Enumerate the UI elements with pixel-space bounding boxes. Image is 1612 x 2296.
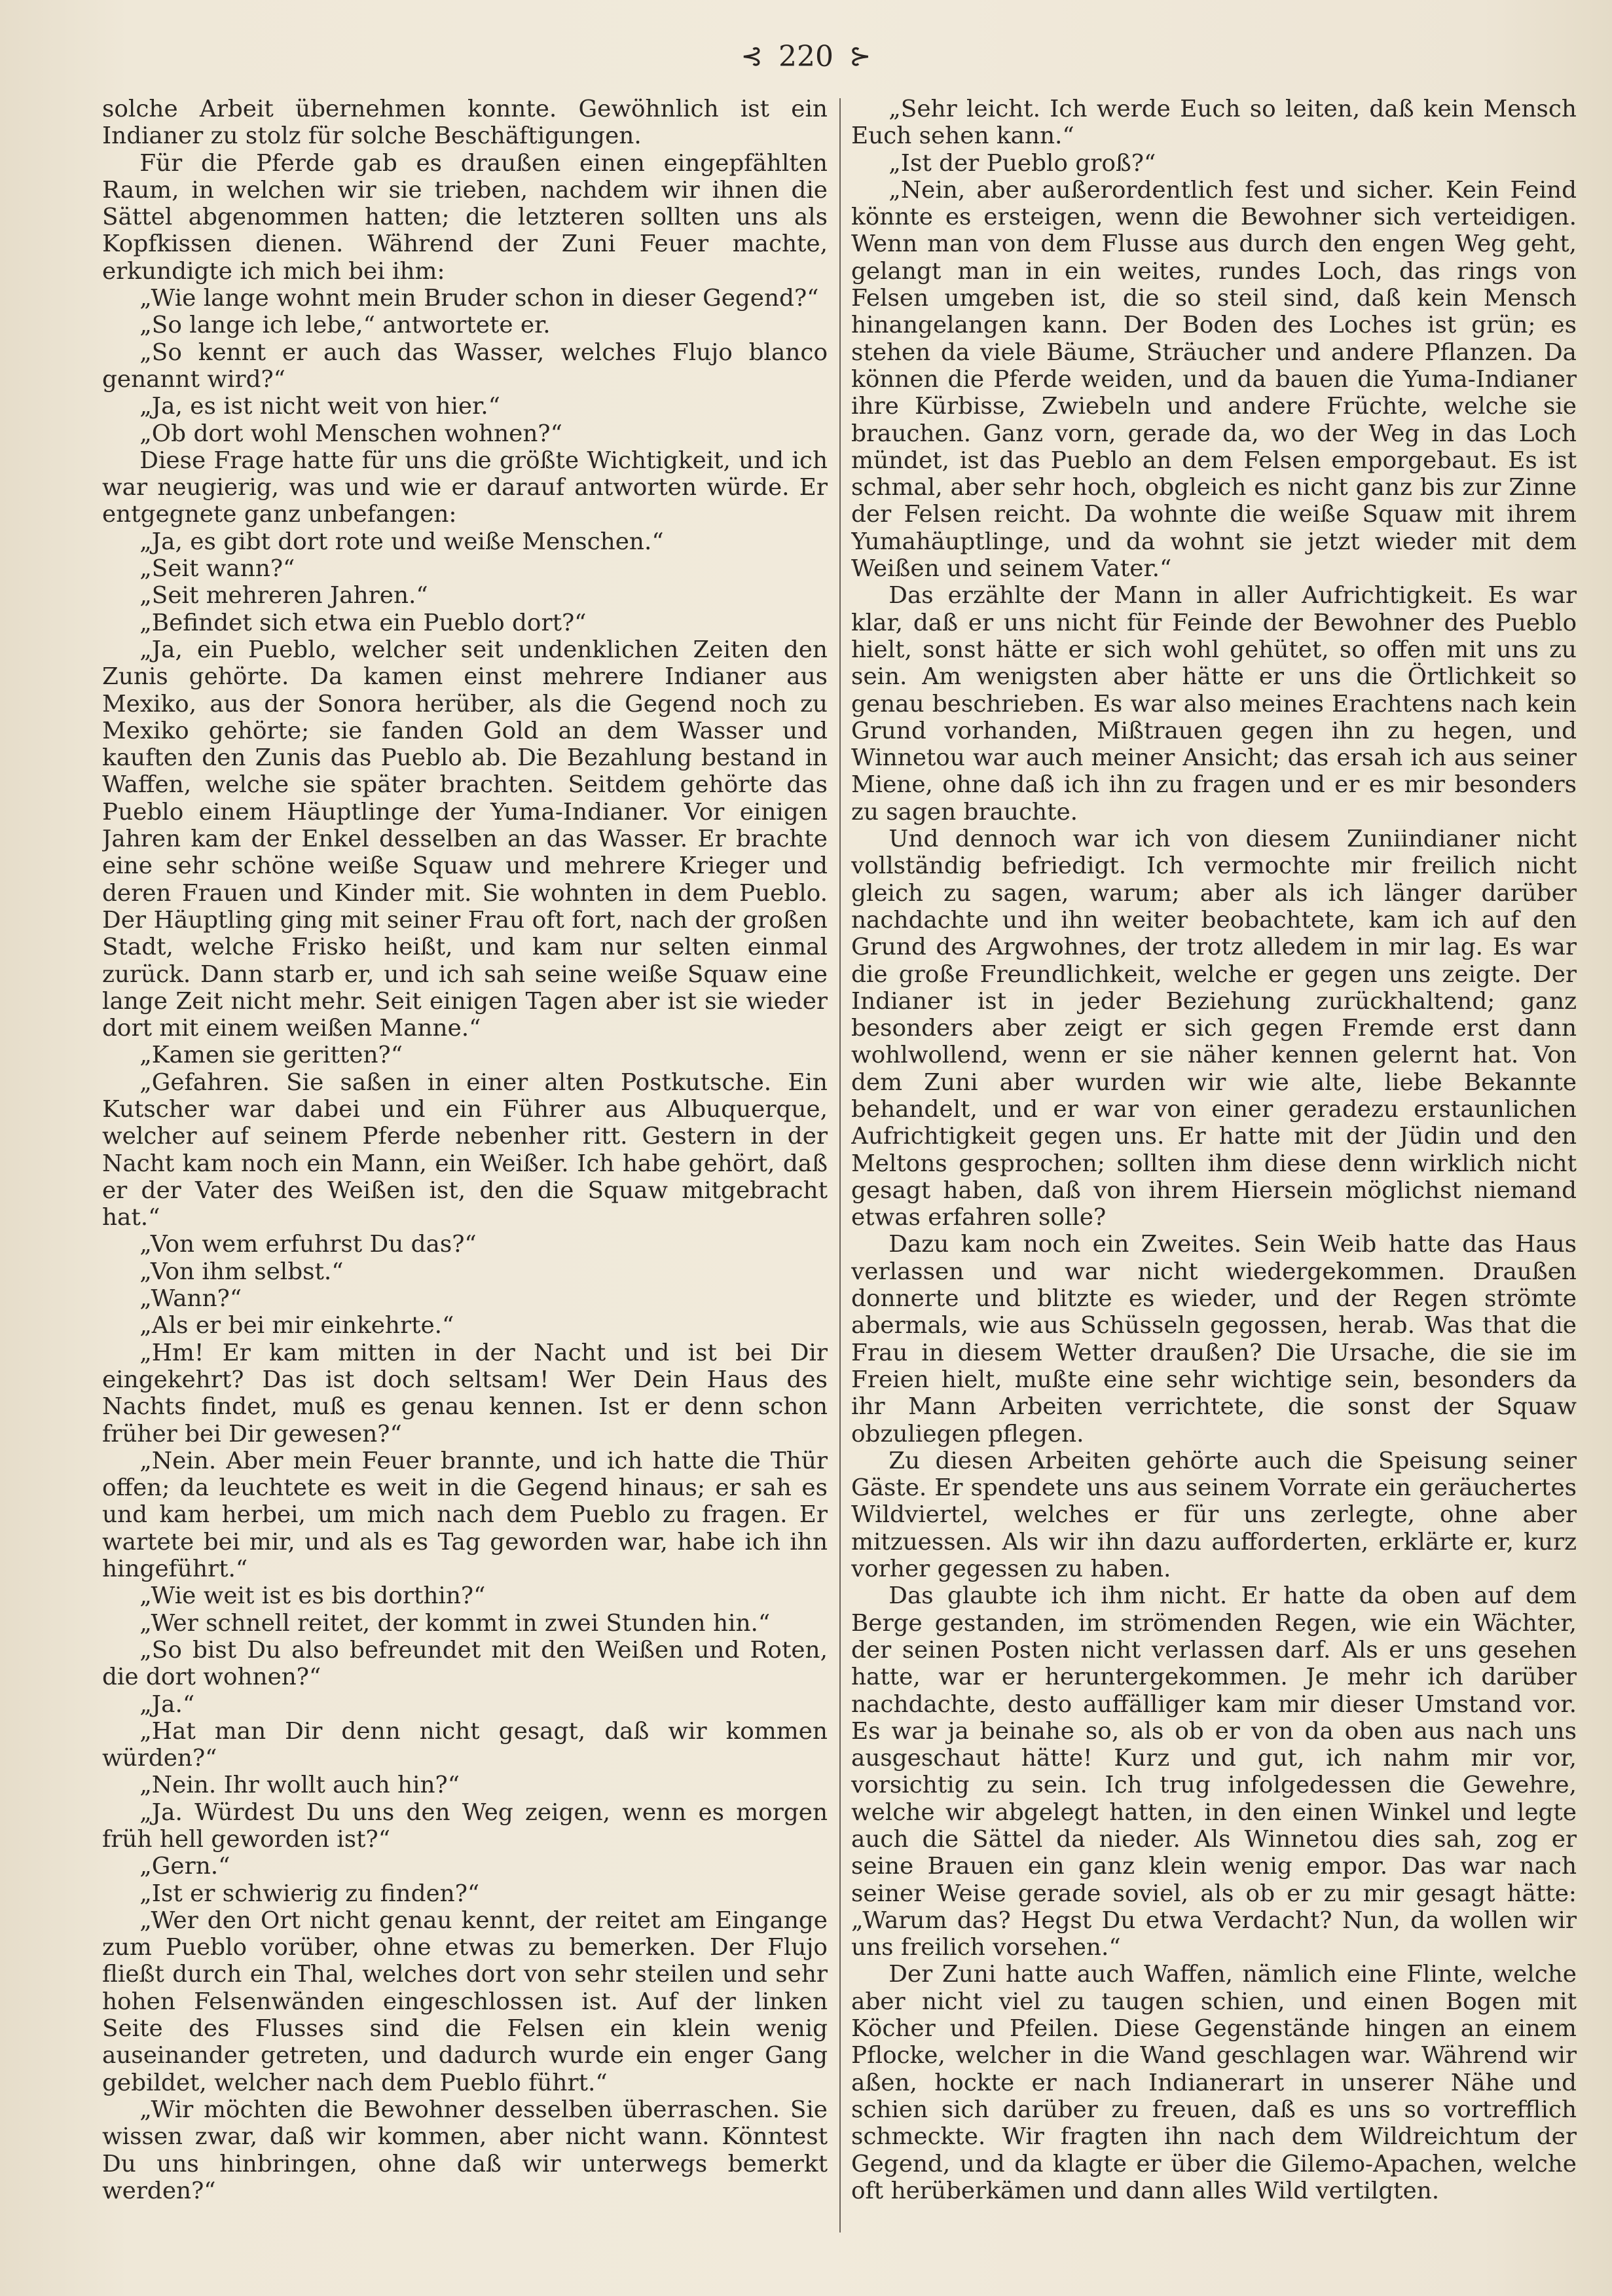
- paragraph: „Ist er schwierig zu finden?“: [139, 1880, 480, 1907]
- paragraph: „Ja, ein Pueblo, welcher seit undenklichen Zeiten den Zunis gehörte. Da kamen einst mehrere Indianer aus Mexiko, aus der Sonora herüber, als die Gegend noch zu Mexiko gehörte; sie fanden Gold an dem Wasser und kauften den Zunis das Pueblo ab. Die Bezahlung bestand in Waffen, welche sie später brachten. Seitdem gehörte das Pueblo einem Häuptlinge der Yuma-Indianer. Vor einigen Jahren kam der Enkel desselben an das Wasser. Er brachte eine sehr schöne weiße Squaw und mehrere Krieger und deren Frauen und Kinder mit. Sie wohnten in dem Pueblo. Der Häuptling ging mit seiner Frau oft fort, nach der großen Stadt, welche Frisko heißt, und kam nur selten einmal zurück. Dann starb er, und ich sah seine weiße Squaw eine lange Zeit nicht mehr. Seit einigen Tagen aber ist sie wieder dort mit einem weißen Manne.“: [102, 636, 828, 1042]
- paragraph: „Nein. Aber mein Feuer brannte, und ich hatte die Thür offen; da leuchtete es weit in die Gegend hinaus; er sah es und kam herbei, um mich nach dem Pueblo zu fragen. Er wartete bei mir, und als es Tag geworden war, habe ich ihn hingeführt.“: [102, 1447, 828, 1583]
- paragraph: „Nein. Ihr wollt auch hin?“: [139, 1772, 460, 1799]
- paragraph: „Befindet sich etwa ein Pueblo dort?“: [139, 609, 587, 636]
- paragraph: „Ist der Pueblo groß?“: [888, 149, 1156, 177]
- paragraph: „Wann?“: [139, 1285, 242, 1313]
- paragraph: Zu diesen Arbeiten gehörte auch die Speisung seiner Gäste. Er spendete uns aus seinem Vorrate ein geräuchertes Wildviertel, welches er für uns zerlegte, ohne aber mitzuessen. Als wir ihn dazu aufforderten, erklärte er, kurz vorher gegessen zu haben.: [851, 1447, 1577, 1583]
- paragraph: „Wer schnell reitet, der kommt in zwei Stunden hin.“: [139, 1609, 771, 1637]
- paragraph: Diese Frage hatte für uns die größte Wichtigkeit, und ich war neugierig, was und wie er darauf antworten würde. Er entgegnete ganz unbefangen:: [102, 446, 828, 528]
- paragraph: Der Zuni hatte auch Waffen, nämlich eine Flinte, welche aber nicht viel zu taugen schien, und einen Bogen mit Köcher und Pfeilen. Diese Gegenstände hingen an einem Pflocke, welcher in die Wand geschlagen war. Während wir aßen, hockte er nach Indianerart in unserer Nähe und schien sich darüber zu freuen, daß es uns so vortrefflich schmeckte. Wir fragten ihn nach dem Wildreichtum der Gegend, und da klagte er über die Gilemo-Apachen, welche oft herüberkämen und dann alles Wild vertilgten.: [851, 1961, 1577, 2204]
- paragraph: „Nein, aber außerordentlich fest und sicher. Kein Feind könnte es ersteigen, wenn die Bewohner sich verteidigen. Wenn man von dem Flusse aus durch den engen Weg geht, gelangt man in ein weites, rundes Loch, das rings von Felsen umgeben ist, die so steil sind, daß kein Mensch hinangelangen kann. Der Boden des Loches ist grün; es stehen da viele Bäume, Sträucher und andere Pflanzen. Da können die Pferde weiden, und da bauen die Yuma-Indianer ihre Kürbisse, Zwiebeln und andere Früchte, welche sie brauchen. Ganz vorn, gerade da, wo der Weg in das Loch mündet, ist das Pueblo an dem Felsen emporgebaut. Es ist schmal, aber sehr hoch, obgleich es nicht ganz bis zur Zinne der Felsen reicht. Da wohnte die weiße Squaw mit ihrem Yumahäuptlinge, und da wohnt sie jetzt wieder mit dem Weißen und seinem Vater.“: [851, 176, 1577, 583]
- paragraph: „Seit wann?“: [139, 555, 295, 583]
- paragraph: „Sehr leicht. Ich werde Euch so leiten, daß kein Mensch Euch sehen kann.“: [851, 96, 1577, 150]
- right-text-column: [851, 96, 1577, 2246]
- paragraph: „Hm! Er kam mitten in der Nacht und ist bei Dir eingekehrt? Das ist doch seltsam! Wer Dein Haus des Nachts findet, muß es genau kennen. Ist er denn schon früher bei Dir gewesen?“: [102, 1339, 828, 1448]
- paragraph: solche Arbeit übernehmen konnte. Gewöhnlich ist ein Indianer zu stolz für solche Beschäftigungen.: [102, 96, 828, 150]
- paragraph: „Gefahren. Sie saßen in einer alten Postkutsche. Ein Kutscher war dabei und ein Führer aus Albuquerque, welcher auf seinem Pferde nebenher ritt. Gestern in der Nacht kam noch ein Mann, ein Weißer. Ich habe gehört, daß er der Vater des Weißen ist, den die Squaw mitgebracht hat.“: [102, 1068, 828, 1231]
- paragraph: Und dennoch war ich von diesem Zuniindianer nicht vollständig befriedigt. Ich vermochte mir freilich nicht gleich zu sagen, warum; aber als ich länger darüber nachdachte und ihn weiter beobachtete, kam ich auf den Grund des Argwohnes, der trotz alledem in mir lag. Es war die große Freundlichkeit, welche er gegen uns zeigte. Der Indianer ist in jeder Beziehung zurückhaltend; ganz besonders aber zeigt er sich gegen Fremde erst dann wohlwollend, wenn er sie näher kennen gelernt hat. Von dem Zuni aber wurden wir wie alte, liebe Bekannte behandelt, und er war von einer geradezu erstaunlichen Aufrichtigkeit gegen uns. Er hatte mit der Jüdin und den Meltons gesprochen; sollten ihm diese denn wirklich nicht gesagt haben, daß von ihrem Hiersein möglichst niemand etwas erfahren solle?: [851, 826, 1577, 1231]
- paragraph: „So lange ich lebe,“ antwortete er.: [139, 312, 551, 339]
- paragraph: „Als er bei mir einkehrte.“: [139, 1312, 454, 1339]
- column-divider: [839, 98, 841, 2232]
- paragraph: „Hat man Dir denn nicht gesagt, daß wir kommen würden?“: [102, 1717, 828, 1772]
- paragraph: „Kamen sie geritten?“: [139, 1042, 403, 1069]
- paragraph: Für die Pferde gab es draußen einen eingepfählten Raum, in welchen wir sie trieben, nachdem wir ihnen die Sättel abgenommen hatten; die letzteren sollten uns als Kopfkissen dienen. Während der Zuni Feuer machte, erkundigte ich mich bei ihm:: [102, 149, 828, 285]
- paragraph: Dazu kam noch ein Zweites. Sein Weib hatte das Haus verlassen und war nicht wiedergekommen. Draußen donnerte und blitzte es wieder, und der Regen strömte abermals, wie aus Schüsseln gegossen, herab. Was that die Frau in diesem Wetter draußen? Die Ursache, die sie im Freien hielt, mußte eine sehr wichtige sein, besonders da ihr Mann Arbeiten verrichtete, die sonst der Squaw obzuliegen pflegen.: [851, 1231, 1577, 1448]
- left-ornament-icon: ⊰: [741, 41, 763, 71]
- paragraph: „Von ihm selbst.“: [139, 1258, 344, 1285]
- paragraph: „Gern.“: [139, 1853, 230, 1880]
- paragraph: „Wie weit ist es bis dorthin?“: [139, 1582, 486, 1610]
- paragraph: „Wer den Ort nicht genau kennt, der reitet am Eingange zum Pueblo vorüber, ohne etwas zu bemerken. Der Flujo fließt durch ein Thal, welches dort von sehr steilen und sehr hohen Felsenwänden eingeschlossen ist. Auf der linken Seite des Flusses sind die Felsen ein klein wenig auseinander getreten, und dadurch wurde ein enger Gang gebildet, welcher nach dem Pueblo führt.“: [102, 1906, 828, 2096]
- paragraph: „Seit mehreren Jahren.“: [139, 582, 428, 610]
- paragraph: „Ob dort wohl Menschen wohnen?“: [139, 420, 562, 447]
- paragraph: Das glaubte ich ihm nicht. Er hatte da oben auf dem Berge gestanden, im strömenden Regen, wie ein Wächter, der seinen Posten nicht verlassen darf. Als er uns gesehen hatte, war er heruntergekommen. Je mehr ich darüber nachdachte, desto auffälliger kam mir dieser Umstand vor. Es war ja beinahe so, als ob er von da oben aus nach uns ausgeschaut hätte! Kurz und gut, ich nahm mir vor, vorsichtig zu sein. Ich trug infolgedessen die Gewehre, welche wir abgelegt hatten, in den einen Winkel und legte auch die Sättel da nieder. Als Winnetou dies sah, zog er seine Brauen ein ganz klein wenig empor. Das war nach seiner Weise gerade soviel, als ob er zu mir gesagt hätte: „Warum das? Hegst Du etwa Verdacht? Nun, da wollen wir uns freilich vorsehen.“: [851, 1582, 1577, 1961]
- paragraph: „Wir möchten die Bewohner desselben überraschen. Sie wissen zwar, daß wir kommen, aber nicht wann. Könntest Du uns hinbringen, ohne daß wir unterwegs bemerkt werden?“: [102, 2096, 828, 2204]
- right-ornament-icon: ⊱: [849, 41, 871, 71]
- paragraph: „Ja. Würdest Du uns den Weg zeigen, wenn es morgen früh hell geworden ist?“: [102, 1798, 828, 1853]
- paragraph: „Von wem erfuhrst Du das?“: [139, 1231, 477, 1258]
- paragraph: „So kennt er auch das Wasser, welches Flujo blanco genannt wird?“: [102, 338, 828, 393]
- paragraph: „So bist Du also befreundet mit den Weißen und Roten, die dort wohnen?“: [102, 1636, 828, 1691]
- page-header: [0, 37, 1612, 76]
- left-text-column: [102, 96, 828, 2246]
- paragraph: „Ja, es ist nicht weit von hier.“: [139, 393, 500, 420]
- paragraph: „Wie lange wohnt mein Bruder schon in dieser Gegend?“: [139, 285, 819, 312]
- paragraph: „Ja, es gibt dort rote und weiße Menschen.“: [139, 528, 664, 555]
- page-number: 220: [779, 39, 833, 73]
- paragraph: Das erzählte der Mann in aller Aufrichtigkeit. Es war klar, daß er uns nicht für Feinde der Bewohner des Pueblo hielt, sonst hätte er sich wohl gehütet, so offen mit uns zu sein. Am wenigsten aber hätte er uns die Örtlichkeit so genau beschrieben. Es war also meines Erachtens nach kein Grund vorhanden, Mißtrauen gegen ihn zu hegen, und Winnetou war auch meiner Ansicht; das ersah ich aus seiner Miene, ohne daß ich ihn zu fragen und er es mir besonders zu sagen brauchte.: [851, 582, 1577, 826]
- paragraph: „Ja.“: [139, 1690, 195, 1718]
